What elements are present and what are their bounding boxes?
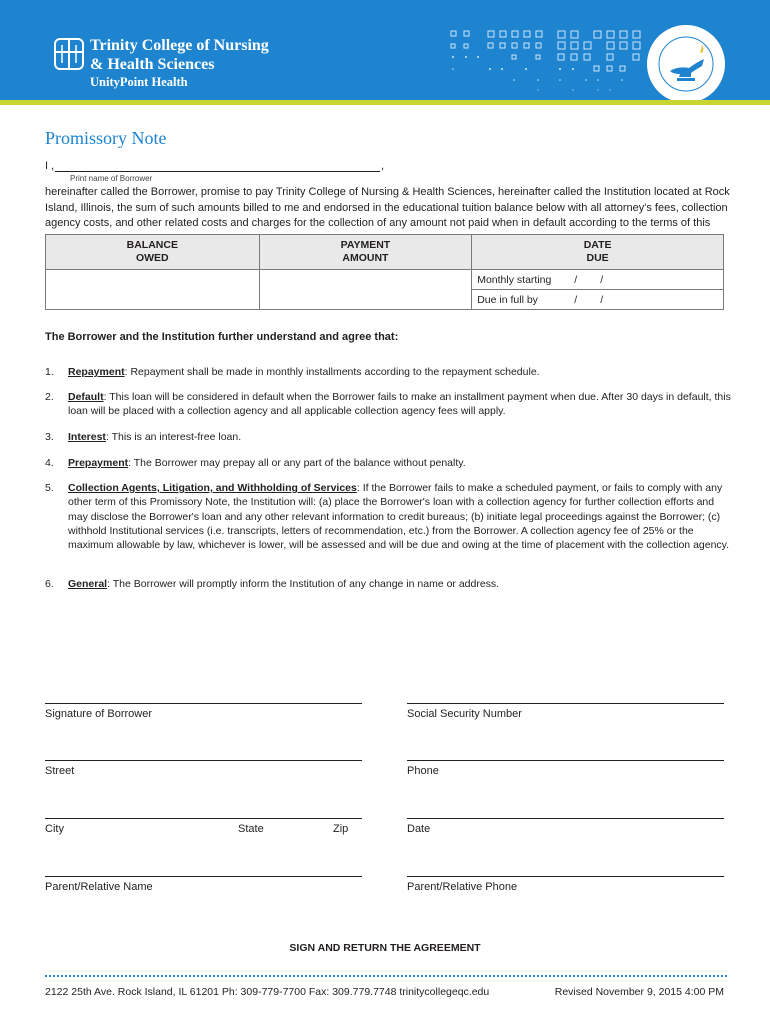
footer-address: 2122 25th Ave. Rock Island, IL 61201 Ph: 309-779-7700 Fax: 309.779.7748 trinitycollegeqc.edu [45, 986, 490, 998]
print-name-caption: Print name of Borrower [70, 174, 153, 183]
term-number: 2. [45, 391, 54, 403]
borrower-suffix: , [381, 160, 385, 172]
intro-paragraph: hereinafter called the Borrower, promise to pay Trinity College of Nursing & Health Sciences, hereinafter called the Institution located at Rock Island, Illinois, the sum of such amounts billed to me and endorsed in the educational tuition balance below with all attorney's fees, collection agency costs, and other related costs and charges for the collection of any amount not paid when in default according to the terms of this [45, 186, 730, 229]
term-number: 3. [45, 431, 54, 443]
term-text: : The Borrower may prepay all or any part of the balance without penalty. [128, 457, 466, 469]
borrower-prefix: I , [45, 160, 55, 172]
footer-revised-date: Revised November 9, 2015 4:00 PM [554, 986, 724, 998]
street-label: Street [45, 765, 75, 777]
header-banner [0, 0, 770, 100]
signature-field[interactable] [45, 703, 362, 704]
date-separator: / [600, 293, 604, 306]
brand-subtitle: UnityPoint Health [90, 75, 188, 89]
due-in-full-row[interactable] [472, 290, 724, 310]
brand-name-line2: & Health Sciences [90, 56, 215, 73]
header-payment-line2: AMOUNT [342, 252, 389, 264]
date-field[interactable] [407, 818, 724, 819]
signature-label: Signature of Borrower [45, 708, 152, 720]
parent-phone-field[interactable] [407, 876, 724, 877]
term-general [45, 577, 735, 591]
brand-name-line1: Trinity College of Nursing [90, 37, 269, 54]
ssn-label: Social Security Number [407, 708, 522, 720]
due-in-full-label: Due in full by [477, 293, 538, 306]
date-label: Date [407, 823, 431, 835]
table-header-payment [259, 235, 472, 270]
term-interest [45, 430, 735, 444]
header-accent-stripe [0, 100, 770, 105]
city-label: City [45, 823, 64, 835]
parent-phone-label: Parent/Relative Phone [407, 881, 518, 893]
term-text: : The Borrower will promptly inform the Institution of any change in name or address. [107, 578, 500, 590]
term-number: 1. [45, 366, 54, 378]
header-balance-line1: BALANCE [126, 239, 178, 251]
loan-table [45, 234, 724, 310]
sign-return-heading: SIGN AND RETURN THE AGREEMENT [289, 942, 481, 954]
header-payment-line1: PAYMENT [340, 239, 391, 251]
borrower-name-field[interactable] [55, 171, 380, 172]
header-date-line1: DATE [583, 239, 612, 251]
term-key: Interest [68, 431, 106, 443]
term-text: : This is an interest-free loan. [105, 431, 242, 443]
term-key: General [68, 578, 108, 590]
table-header-date [472, 235, 724, 270]
date-separator: / [574, 273, 578, 286]
ssn-field[interactable] [407, 703, 724, 704]
term-number: 5. [45, 482, 54, 494]
term-key: Prepayment [68, 457, 129, 469]
college-logo-icon [54, 38, 84, 70]
payment-amount-cell[interactable] [259, 270, 472, 310]
term-default [45, 390, 735, 419]
term-prepayment [45, 456, 735, 470]
city-state-zip-field[interactable] [45, 818, 362, 819]
term-number: 4. [45, 457, 54, 469]
balance-owed-cell[interactable] [46, 270, 260, 310]
phone-field[interactable] [407, 760, 724, 761]
term-text: : Repayment shall be made in monthly installments according to the repayment schedule. [124, 366, 540, 378]
parent-name-field[interactable] [45, 876, 362, 877]
street-field[interactable] [45, 760, 362, 761]
state-label: State [238, 823, 264, 835]
table-header-balance [46, 235, 260, 270]
zip-label: Zip [333, 823, 349, 835]
term-key: Repayment [68, 366, 125, 378]
header-balance-line2: OWED [135, 252, 169, 264]
footer-dotted-divider [45, 975, 727, 977]
term-number: 6. [45, 578, 54, 590]
phone-label: Phone [407, 765, 439, 777]
term-key: Default [68, 391, 104, 403]
date-separator: / [574, 293, 578, 306]
term-collection [45, 481, 735, 552]
term-text: : This loan will be considered in default when the Borrower fails to make an installment payment when due. After 30 days in default, this loan will be placed with a collection agency and all applicable collection agency fees will apply. [68, 391, 731, 418]
date-separator: / [600, 273, 604, 286]
college-seal-icon [644, 22, 728, 100]
monthly-starting-row[interactable] [472, 270, 724, 290]
page-title: Promissory Note [45, 128, 167, 148]
term-repayment [45, 365, 735, 379]
parent-name-label: Parent/Relative Name [45, 881, 153, 893]
term-text: : If the Borrower fails to make a scheduled payment, or fails to comply with any other term of this Promissory Note, the Institution will: (a) place the Borrower's loan with a collection agency for further collection efforts and may disclose the Borrower's loan and any other relevant information to credit bureaus; (b) initiate legal proceedings against the Borrower; (c) withhold Institutional services (i.e. transcripts, letters of recommendation, etc.) from the Borrower. A collection agency fee of 25% or the maximum allowable by law, whichever is lower, will be assessed and will be due and owing at the time of placement with the collection agency. [68, 482, 730, 552]
agreement-heading: The Borrower and the Institution further understand and agree that: [45, 331, 399, 343]
term-key: Collection Agents, Litigation, and Withholding of Services [68, 482, 357, 494]
header-date-line2: DUE [586, 252, 609, 264]
monthly-starting-label: Monthly starting [477, 273, 552, 286]
